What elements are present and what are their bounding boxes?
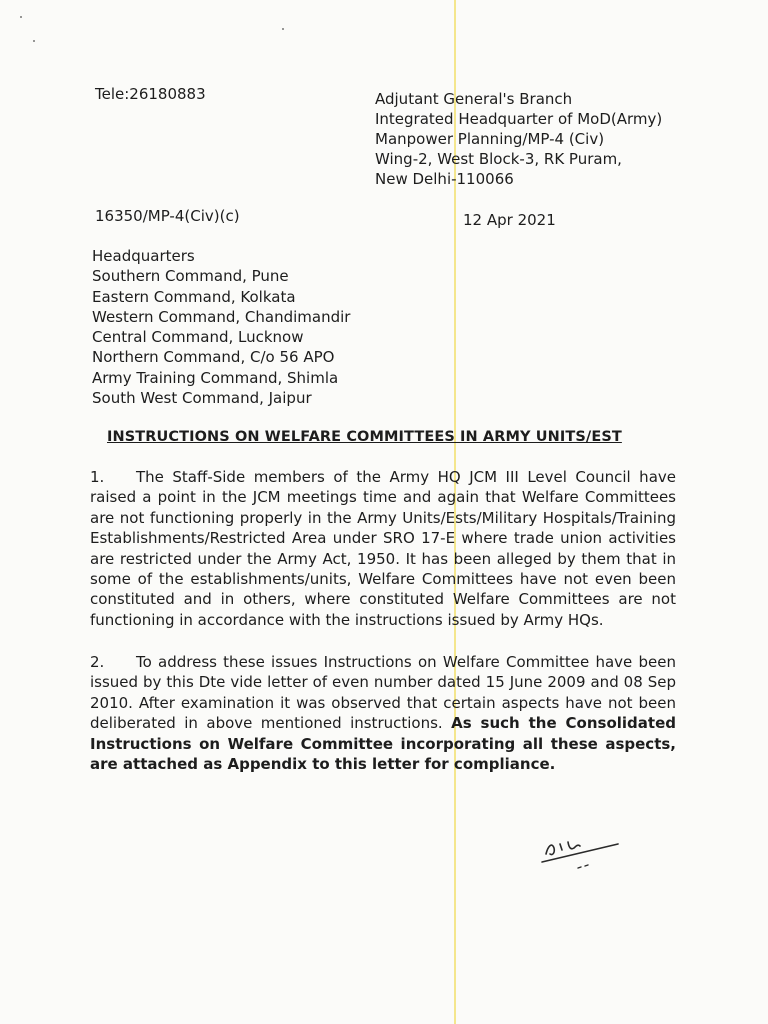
scan-speck (20, 16, 22, 18)
recipient-line: South West Command, Jaipur (92, 389, 312, 408)
paragraph-number: 1. (90, 468, 105, 486)
recipient-line: Northern Command, C/o 56 APO (92, 348, 335, 367)
reference-number: 16350/MP-4(Civ)(c) (95, 207, 240, 225)
recipient-line: Central Command, Lucknow (92, 328, 304, 347)
recipient-line: Headquarters (92, 247, 195, 265)
subject-heading: INSTRUCTIONS ON WELFARE COMMITTEES IN ARMY UNITS/EST (107, 429, 622, 445)
recipient-line: Army Training Command, Shimla (92, 368, 339, 387)
telephone-number: Tele:26180883 (95, 85, 206, 103)
address-line: New Delhi-110066 (375, 170, 514, 188)
address-line: Wing-2, West Block-3, RK Puram, (375, 150, 622, 168)
recipient-list (92, 246, 350, 408)
scan-speck (282, 28, 284, 30)
scan-speck (33, 40, 35, 42)
address-line: Manpower Planning/MP-4 (Civ) (375, 130, 605, 148)
signature-icon (538, 828, 628, 872)
paragraph-bold-text: As such the Consolidated Instructions on Welfare Committee incorporating all these aspects, are attached as Appendix to this letter for compliance. (90, 714, 676, 774)
paragraph-2 (90, 652, 676, 774)
recipient-line: Eastern Command, Kolkata (92, 287, 296, 306)
letter-date: 12 Apr 2021 (463, 211, 556, 229)
paragraph-1 (90, 467, 676, 630)
paragraph-text: To address these issues Instructions on Welfare Committee have been issued by this Dte vide letter of even number dated 15 June 2009 and 08 Sep 2010. After examination it was observed that certain aspects have not been deliberated in above mentioned instructions. (90, 653, 676, 733)
recipient-line: Southern Command, Pune (92, 267, 289, 286)
sender-address (375, 89, 662, 189)
paragraph-number: 2. (90, 653, 105, 671)
address-line: Adjutant General's Branch (375, 90, 573, 108)
address-line: Integrated Headquarter of MoD(Army) (375, 110, 663, 128)
paragraph-text: The Staff-Side members of the Army HQ JCM III Level Council have raised a point in the JCM meetings time and again that Welfare Committees are not functioning properly in the Army Units/Ests/Military Hospitals/Training Establishments/Restricted Area under SRO 17-E where trade union activities are restricted under the Army Act, 1950. It has been alleged by them that in some of the establishments/units, Welfare Committees have not even been constituted and in others, where constituted Welfare Committees are not functioning in accordance with the instructions issued by Army HQs. (90, 468, 676, 629)
recipient-line: Western Command, Chandimandir (92, 307, 351, 326)
